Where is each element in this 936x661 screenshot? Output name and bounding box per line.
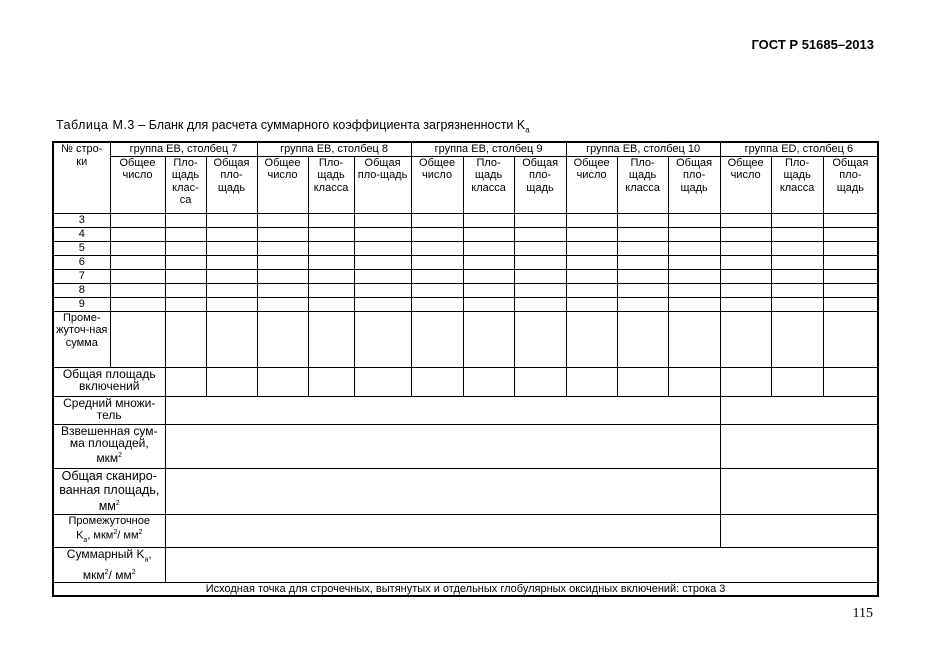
data-cell[interactable]: [566, 255, 617, 269]
table-row: [53, 213, 878, 227]
data-cell[interactable]: [354, 213, 411, 227]
data-cell[interactable]: [206, 367, 257, 396]
row-number: 7: [53, 269, 110, 283]
data-cell[interactable]: [514, 255, 566, 269]
data-cell[interactable]: [411, 283, 463, 297]
data-cell[interactable]: [617, 311, 668, 367]
data-cell[interactable]: [823, 283, 878, 297]
data-cell[interactable]: [354, 241, 411, 255]
data-cell[interactable]: [411, 297, 463, 311]
data-cell[interactable]: [463, 367, 514, 396]
data-cell[interactable]: [720, 311, 771, 367]
total-ka-sup: 2: [104, 569, 109, 577]
merged-data-cell[interactable]: [165, 468, 720, 514]
data-cell[interactable]: [668, 227, 720, 241]
data-cell[interactable]: [165, 311, 206, 367]
merged-data-cell[interactable]: [165, 424, 720, 468]
data-cell[interactable]: [308, 227, 354, 241]
row-number: 9: [53, 297, 110, 311]
data-cell[interactable]: [206, 269, 257, 283]
average-multiplier-row: [53, 396, 878, 424]
data-cell[interactable]: [617, 283, 668, 297]
row-number-header: № стро-ки: [53, 142, 110, 213]
scanned-area-sup: 2: [115, 499, 120, 507]
weighted-sum-sup: 2: [118, 451, 123, 459]
data-cell[interactable]: [206, 297, 257, 311]
intermediate-ka-line2: [56, 527, 163, 547]
data-cell[interactable]: [206, 311, 257, 367]
weighted-sum-label: [53, 424, 165, 468]
data-cell[interactable]: [617, 367, 668, 396]
data-cell[interactable]: [308, 255, 354, 269]
total-ka-line1: [56, 548, 163, 567]
data-cell[interactable]: [354, 255, 411, 269]
data-cell[interactable]: [463, 241, 514, 255]
data-cell[interactable]: [514, 283, 566, 297]
scanned-area-row: [53, 468, 878, 514]
intermediate-ka-row: [53, 514, 878, 548]
total-ka-line2: [56, 567, 163, 582]
data-cell[interactable]: [165, 241, 206, 255]
data-cell[interactable]: [668, 269, 720, 283]
data-cell[interactable]: [668, 241, 720, 255]
data-cell[interactable]: [257, 255, 308, 269]
total-ka-symbol: Суммарный K: [66, 547, 145, 562]
data-cell[interactable]: [668, 367, 720, 396]
ka-subscript: a: [83, 536, 88, 544]
data-cell[interactable]: [206, 255, 257, 269]
subheader-total-area: Общая пло-щадь: [823, 156, 878, 213]
ed-data-cell[interactable]: [720, 396, 878, 424]
data-cell[interactable]: [411, 269, 463, 283]
data-cell[interactable]: [463, 311, 514, 367]
data-cell[interactable]: [514, 311, 566, 367]
row-number: 4: [53, 227, 110, 241]
data-cell[interactable]: [463, 213, 514, 227]
caption-rest: – Бланк для расчета суммарного коэффициента загрязненности K: [134, 118, 526, 132]
data-cell[interactable]: [110, 255, 165, 269]
footer-row: [53, 582, 878, 596]
ed-data-cell[interactable]: [720, 514, 878, 548]
table-row: [53, 269, 878, 283]
data-cell[interactable]: [771, 213, 823, 227]
total-ka-unit: мкм: [82, 568, 105, 583]
merged-data-cell[interactable]: [165, 514, 720, 548]
intermediate-sum-label: Проме-жуточ-ная сумма: [53, 311, 110, 367]
data-cell[interactable]: [411, 227, 463, 241]
subheader-total-area: Общая пло-щадь: [354, 156, 411, 213]
total-area-label: Общая площадь включений: [53, 367, 165, 396]
table-row: [53, 241, 878, 255]
total-ka-row: [53, 548, 878, 582]
data-cell[interactable]: [354, 367, 411, 396]
data-cell[interactable]: [720, 269, 771, 283]
data-cell[interactable]: [411, 311, 463, 367]
data-cell[interactable]: [110, 269, 165, 283]
data-cell[interactable]: [354, 227, 411, 241]
data-cell[interactable]: [566, 213, 617, 227]
data-cell[interactable]: [771, 297, 823, 311]
data-cell[interactable]: [463, 269, 514, 283]
group-header-3: группа ЕВ, столбец 9: [411, 142, 566, 156]
data-cell[interactable]: [720, 367, 771, 396]
footer-note: Исходная точка для строчечных, вытянутых и отдельных глобулярных оксидных включений: строка 3: [53, 582, 878, 596]
ed-data-cell[interactable]: [720, 424, 878, 468]
data-cell[interactable]: [165, 255, 206, 269]
row-number: 5: [53, 241, 110, 255]
row-number: 3: [53, 213, 110, 227]
data-cell[interactable]: [514, 367, 566, 396]
caption-lead: Таблица М.3: [56, 118, 135, 132]
data-cell[interactable]: [257, 283, 308, 297]
subheader-total-count: Общее число: [110, 156, 165, 213]
data-cell[interactable]: [463, 297, 514, 311]
data-cell[interactable]: [566, 269, 617, 283]
data-cell[interactable]: [354, 283, 411, 297]
data-cell[interactable]: [668, 311, 720, 367]
total-ka-unit-denominator: / мм: [108, 568, 132, 583]
data-cell[interactable]: [411, 241, 463, 255]
data-cell[interactable]: [165, 297, 206, 311]
subheader-total-count: Общее число: [411, 156, 463, 213]
data-cell[interactable]: [720, 227, 771, 241]
subheader-total-count: Общее число: [566, 156, 617, 213]
subheader-total-count: Общее число: [720, 156, 771, 213]
total-ka-subscript: a: [144, 556, 149, 564]
subheader-total-count: Общее число: [257, 156, 308, 213]
data-cell[interactable]: [110, 311, 165, 367]
group-header-5: группа ED, столбец 6: [720, 142, 878, 156]
row-number: 8: [53, 283, 110, 297]
subheader-class-area: Пло-щадь класса: [308, 156, 354, 213]
data-cell[interactable]: [720, 297, 771, 311]
data-cell[interactable]: [566, 227, 617, 241]
data-cell[interactable]: [110, 283, 165, 297]
data-cell[interactable]: [308, 213, 354, 227]
subheader-class-area: Пло-щадь клас-са: [165, 156, 206, 213]
data-cell[interactable]: [566, 283, 617, 297]
subheader-class-area: Пло-щадь класса: [771, 156, 823, 213]
data-cell[interactable]: [165, 213, 206, 227]
data-cell[interactable]: [823, 241, 878, 255]
data-cell[interactable]: [165, 367, 206, 396]
data-cell[interactable]: [514, 241, 566, 255]
data-cell[interactable]: [771, 311, 823, 367]
data-cell[interactable]: [206, 227, 257, 241]
data-cell[interactable]: [165, 283, 206, 297]
data-cell[interactable]: [354, 269, 411, 283]
data-cell[interactable]: [771, 227, 823, 241]
data-cell[interactable]: [514, 227, 566, 241]
subheader-row: [53, 156, 878, 213]
data-cell[interactable]: [354, 311, 411, 367]
data-cell[interactable]: [566, 241, 617, 255]
group-header-1: группа ЕВ, столбец 7: [110, 142, 257, 156]
data-cell[interactable]: [771, 367, 823, 396]
table-caption: [56, 118, 530, 135]
data-cell[interactable]: [514, 297, 566, 311]
ka-unit: , мкм: [87, 529, 114, 542]
data-cell[interactable]: [720, 255, 771, 269]
data-cell[interactable]: [771, 255, 823, 269]
data-cell[interactable]: [771, 283, 823, 297]
caption-sub: a: [525, 125, 530, 135]
intermediate-sum-row: [53, 311, 878, 367]
weighted-sum-text: Взвешенная сум-ма площадей, мкм: [60, 423, 158, 465]
subheader-total-area: Общая пло-щадь: [514, 156, 566, 213]
scanned-area-label: [53, 468, 165, 514]
average-multiplier-label: Средний множи-тель: [53, 396, 165, 424]
data-cell[interactable]: [823, 213, 878, 227]
data-cell[interactable]: [463, 283, 514, 297]
data-cell[interactable]: [308, 241, 354, 255]
data-cell[interactable]: [514, 269, 566, 283]
data-cell[interactable]: [308, 269, 354, 283]
data-cell[interactable]: [720, 213, 771, 227]
data-cell[interactable]: [257, 241, 308, 255]
total-ka-sup2: 2: [131, 569, 136, 577]
data-cell[interactable]: [110, 213, 165, 227]
data-cell[interactable]: [823, 255, 878, 269]
data-cell[interactable]: [308, 367, 354, 396]
subheader-class-area: Пло-щадь класса: [463, 156, 514, 213]
ka-symbol: K: [76, 529, 84, 542]
data-cell[interactable]: [463, 227, 514, 241]
data-cell[interactable]: [720, 241, 771, 255]
data-cell[interactable]: [823, 311, 878, 367]
data-cell[interactable]: [206, 241, 257, 255]
ka-sup2: 2: [138, 529, 143, 536]
data-cell[interactable]: [720, 283, 771, 297]
data-cell[interactable]: [668, 297, 720, 311]
data-cell[interactable]: [110, 297, 165, 311]
data-cell[interactable]: [668, 255, 720, 269]
merged-data-cell[interactable]: [165, 548, 878, 582]
data-cell[interactable]: [771, 241, 823, 255]
table-row: [53, 255, 878, 269]
data-cell[interactable]: [823, 297, 878, 311]
data-cell[interactable]: [308, 311, 354, 367]
merged-data-cell[interactable]: [165, 396, 720, 424]
data-cell[interactable]: [617, 227, 668, 241]
data-cell[interactable]: [257, 311, 308, 367]
subheader-total-area: Общая пло-щадь: [668, 156, 720, 213]
total-ka-label: [53, 548, 165, 582]
weighted-sum-row: [53, 424, 878, 468]
data-cell[interactable]: [566, 311, 617, 367]
data-cell[interactable]: [165, 227, 206, 241]
data-cell[interactable]: [308, 297, 354, 311]
intermediate-ka-line1: Промежуточное: [68, 514, 150, 527]
scanned-area-text: Общая сканиро-ванная площадь, мм: [59, 468, 160, 513]
data-cell[interactable]: [617, 255, 668, 269]
ka-unit-denominator: / мм: [117, 529, 139, 542]
data-cell[interactable]: [257, 269, 308, 283]
data-cell[interactable]: [823, 367, 878, 396]
page-number: 115: [852, 606, 873, 621]
group-header-row: [53, 142, 878, 156]
data-cell[interactable]: [110, 227, 165, 241]
data-cell[interactable]: [617, 213, 668, 227]
data-cell[interactable]: [668, 213, 720, 227]
ed-data-cell[interactable]: [720, 468, 878, 514]
data-cell[interactable]: [206, 213, 257, 227]
data-cell[interactable]: [110, 241, 165, 255]
data-cell[interactable]: [566, 297, 617, 311]
group-header-2: группа ЕВ, столбец 8: [257, 142, 411, 156]
data-cell[interactable]: [411, 255, 463, 269]
intermediate-ka-label: [53, 514, 165, 548]
data-cell[interactable]: [617, 241, 668, 255]
total-ka-comma: ,: [148, 547, 152, 562]
row-number: 6: [53, 255, 110, 269]
data-cell[interactable]: [257, 227, 308, 241]
data-cell[interactable]: [617, 297, 668, 311]
data-cell[interactable]: [463, 255, 514, 269]
data-cell[interactable]: [354, 297, 411, 311]
data-cell[interactable]: [566, 367, 617, 396]
table-row: [53, 283, 878, 297]
data-cell[interactable]: [617, 269, 668, 283]
data-cell[interactable]: [823, 227, 878, 241]
table-row: [53, 227, 878, 241]
data-cell[interactable]: [514, 213, 566, 227]
data-cell[interactable]: [308, 283, 354, 297]
group-header-4: группа ЕВ, столбец 10: [566, 142, 720, 156]
data-cell[interactable]: [411, 213, 463, 227]
ka-sup: 2: [113, 529, 118, 536]
data-cell[interactable]: [165, 269, 206, 283]
data-cell[interactable]: [206, 283, 257, 297]
data-cell[interactable]: [257, 297, 308, 311]
data-cell[interactable]: [257, 367, 308, 396]
subheader-class-area: Пло-щадь класса: [617, 156, 668, 213]
data-cell[interactable]: [257, 213, 308, 227]
table-row: [53, 297, 878, 311]
data-cell[interactable]: [668, 283, 720, 297]
data-cell[interactable]: [823, 269, 878, 283]
calculation-form-table: [52, 141, 879, 597]
data-cell[interactable]: [771, 269, 823, 283]
standard-header: ГОСТ Р 51685–2013: [751, 37, 874, 52]
subheader-total-area: Общая пло-щадь: [206, 156, 257, 213]
data-cell[interactable]: [411, 367, 463, 396]
total-area-row: [53, 367, 878, 396]
